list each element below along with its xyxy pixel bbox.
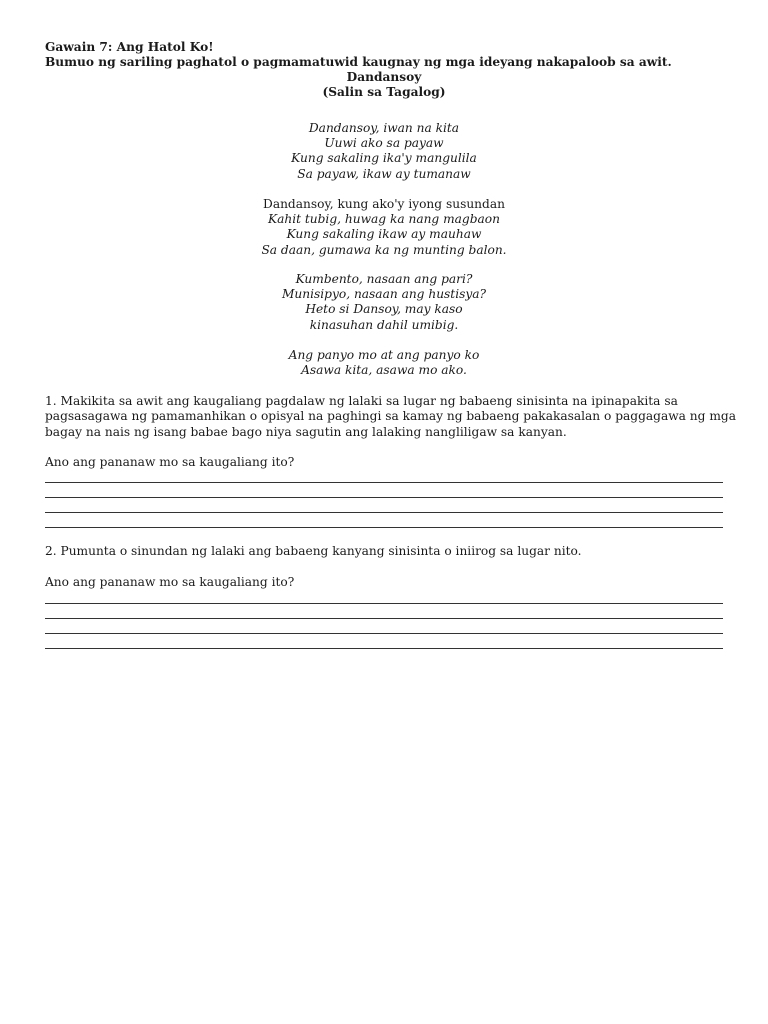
poem-line: Kung sakaling ika'y mangulila xyxy=(291,151,477,166)
poem-stanza-2 xyxy=(0,197,768,258)
poem-line: Munisipyo, nasaan ang hustisya? xyxy=(281,287,487,302)
poem-line: Sa daan, gumawa ka ng munting balon. xyxy=(261,242,507,257)
item-1-answer-line-3[interactable] xyxy=(45,512,723,513)
poem-stanza-4 xyxy=(0,348,768,378)
poem-stanza-3 xyxy=(0,272,768,333)
poem-line: Ang panyo mo at ang panyo ko xyxy=(288,348,480,362)
item-1-question: Ano ang pananaw mo sa kaugaliang ito? xyxy=(45,455,295,469)
item-2-answer-line-4[interactable] xyxy=(45,648,723,649)
item-2-statement xyxy=(45,544,725,559)
poem-line: Uuwi ako sa payaw xyxy=(324,136,444,151)
item-2-line: 2. Pumunta o sinundan ng lalaki ang babaeng kanyang sinisinta o iniirog sa lugar nito. xyxy=(45,544,582,558)
poem-line: Dandansoy, kung ako'y iyong susundan xyxy=(263,197,505,211)
poem-line: Asawa kita, asawa mo ako. xyxy=(301,363,467,378)
activity-instruction: Bumuo ng sariling paghatol o pagmamatuwid kaugnay ng mga ideyang nakapaloob sa awit. xyxy=(45,55,672,69)
item-1-answer-line-4[interactable] xyxy=(45,527,723,528)
poem-stanza-1 xyxy=(0,121,768,182)
item-2-question: Ano ang pananaw mo sa kaugaliang ito? xyxy=(45,575,295,589)
item-1-line: pagsasagawa ng pamamanhikan o opisyal na paghingi sa kamay ng babaeng pakakasalan o paggagawa ng mga xyxy=(45,409,736,424)
activity-title: Gawain 7: Ang Hatol Ko! xyxy=(45,40,214,54)
poem-line: kinasuhan dahil umibig. xyxy=(309,317,459,332)
poem-line: Dandansoy, iwan na kita xyxy=(308,121,460,135)
item-2-answer-line-2[interactable] xyxy=(45,618,723,619)
poem-line: Kahit tubig, huwag ka nang magbaon xyxy=(267,212,500,227)
item-1-line: 1. Makikita sa awit ang kaugaliang pagdalaw ng lalaki sa lugar ng babaeng sinisinta na ipinapakita sa xyxy=(45,394,678,408)
item-1-answer-line-1[interactable] xyxy=(45,482,723,483)
poem-line: Sa payaw, ikaw ay tumanaw xyxy=(297,166,471,181)
poem-line: Kumbento, nasaan ang pari? xyxy=(295,272,473,286)
item-1-line: bagay na nais ng isang babae bago niya sagutin ang lalaking nangliligaw sa kanyan. xyxy=(45,424,567,439)
item-1-statement xyxy=(45,394,736,440)
item-2-answer-line-1[interactable] xyxy=(45,603,723,604)
item-2-answer-line-3[interactable] xyxy=(45,633,723,634)
song-title: Dandansoy xyxy=(346,70,422,84)
poem-line: Heto si Dansoy, may kaso xyxy=(305,302,463,317)
song-subtitle: (Salin sa Tagalog) xyxy=(322,85,446,99)
item-1-answer-line-2[interactable] xyxy=(45,497,723,498)
poem-line: Kung sakaling ikaw ay mauhaw xyxy=(286,227,482,242)
